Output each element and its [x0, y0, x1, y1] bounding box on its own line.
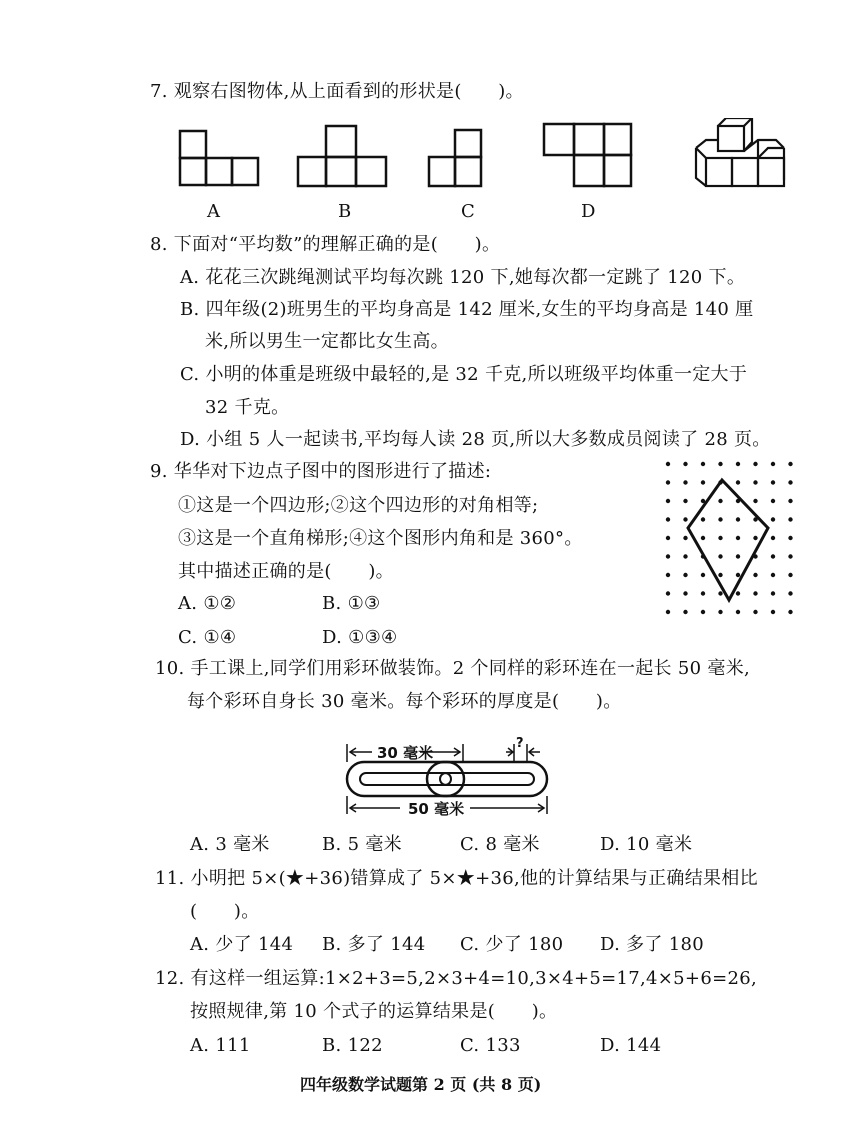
q8-stem: 8. 下面对“平均数”的理解正确的是( )。	[150, 234, 501, 255]
grid-dot	[736, 554, 740, 558]
q9-option-c: C. ①④	[178, 627, 237, 648]
q7-option-a-figure	[180, 131, 258, 185]
q8-option-d: D. 小组 5 人一起读书,平均每人读 28 页,所以大多数成员阅读了 28 页。	[180, 429, 771, 450]
q11-option-d: D. 多了 180	[600, 934, 705, 955]
q10-option-b: B. 5 毫米	[322, 834, 402, 855]
q7-label-d: D	[581, 201, 596, 222]
grid-dot	[683, 499, 687, 503]
grid-dot	[788, 536, 792, 540]
grid-dot	[753, 573, 757, 577]
q7-figures	[170, 118, 790, 198]
grid-dot	[771, 536, 775, 540]
q10-ring-figure	[330, 722, 580, 832]
grid-dot	[736, 573, 740, 577]
grid-dot	[736, 610, 740, 614]
q10-option-a: A. 3 毫米	[190, 834, 270, 855]
grid-dot	[666, 554, 670, 558]
grid-dot	[666, 517, 670, 521]
page-footer: 四年级数学试题第 2 页 (共 8 页)	[300, 1075, 542, 1094]
grid-dot	[666, 462, 670, 466]
grid-dot	[771, 591, 775, 595]
q12-option-d: D. 144	[600, 1035, 662, 1056]
grid-dot	[666, 499, 670, 503]
q8-option-a: A. 花花三次跳绳测试平均每次跳 120 下,她每次都一定跳了 120 下。	[180, 267, 746, 288]
q11-option-a: A. 少了 144	[190, 934, 294, 955]
grid-dot	[771, 610, 775, 614]
grid-dot	[788, 554, 792, 558]
grid-dot	[771, 517, 775, 521]
q9-line4: 其中描述正确的是( )。	[178, 561, 394, 582]
q7-label-b: B	[338, 201, 352, 222]
grid-dot	[771, 499, 775, 503]
q10-label-30mm: 30 毫米	[377, 744, 434, 762]
grid-dot	[753, 480, 757, 484]
q8-option-b-line1: B. 四年级(2)班男生的平均身高是 142 厘米,女生的平均身高是 140 厘	[180, 299, 754, 320]
q7-option-d-figure	[544, 124, 631, 186]
grid-dot	[701, 591, 705, 595]
grid-dot	[753, 536, 757, 540]
q8-option-b-line2: 米,所以男生一定都比女生高。	[205, 331, 449, 352]
grid-dot	[701, 462, 705, 466]
grid-dot	[788, 573, 792, 577]
q9-option-a: A. ①②	[178, 593, 237, 614]
q9-line2: ①这是一个四边形;②这个四边形的对角相等;	[178, 495, 539, 516]
grid-dot	[736, 517, 740, 521]
q7-option-c-figure	[429, 130, 481, 186]
grid-dot	[753, 610, 757, 614]
q10-label-50mm: 50 毫米	[408, 800, 465, 818]
q9-dot-grid-figure	[660, 458, 800, 628]
q7-label-a: A	[207, 201, 221, 222]
q9-option-d: D. ①③④	[322, 627, 398, 648]
q8-option-c-line1: C. 小明的体重是班级中最轻的,是 32 千克,所以班级平均体重一定大于	[180, 364, 748, 385]
grid-dot	[718, 536, 722, 540]
q7-option-b-figure	[298, 126, 386, 186]
q10-option-d: D. 10 毫米	[600, 834, 693, 855]
grid-dot	[683, 536, 687, 540]
grid-dot	[701, 480, 705, 484]
q12-stem-line2: 按照规律,第 10 个式子的运算结果是( )。	[190, 1001, 558, 1022]
grid-dot	[753, 462, 757, 466]
q7-object-figure	[696, 118, 784, 186]
q11-option-b: B. 多了 144	[322, 934, 426, 955]
q7-stem: 7. 观察右图物体,从上面看到的形状是( )。	[150, 81, 524, 102]
grid-dot	[683, 480, 687, 484]
grid-dot	[718, 610, 722, 614]
grid-dot	[701, 573, 705, 577]
grid-dot	[788, 499, 792, 503]
q12-stem-line1: 12. 有这样一组运算:1×2+3=5,2×3+4=10,3×4+5=17,4×5+6=26,	[155, 968, 757, 989]
q9-line3: ③这是一个直角梯形;④这个图形内角和是 360°。	[178, 528, 583, 549]
q10-label-question: ?	[516, 736, 524, 751]
q8-option-c-line2: 32 千克。	[205, 397, 290, 418]
grid-dot	[683, 462, 687, 466]
q11-stem-line1: 11. 小明把 5×(★+36)错算成了 5×★+36,他的计算结果与正确结果相比	[155, 868, 758, 889]
grid-dot	[736, 480, 740, 484]
q12-option-b: B. 122	[322, 1035, 383, 1056]
q11-option-c: C. 少了 180	[460, 934, 564, 955]
q9-stem: 9. 华华对下边点子图中的图形进行了描述:	[150, 461, 492, 482]
q10-option-c: C. 8 毫米	[460, 834, 540, 855]
grid-dot	[666, 610, 670, 614]
grid-dot	[736, 462, 740, 466]
grid-dot	[736, 536, 740, 540]
grid-dot	[666, 573, 670, 577]
grid-dot	[771, 573, 775, 577]
grid-dot	[718, 573, 722, 577]
q7-label-c: C	[461, 201, 476, 222]
q11-stem-line2: ( )。	[190, 901, 260, 922]
grid-dot	[701, 517, 705, 521]
grid-dot	[666, 536, 670, 540]
q12-option-a: A. 111	[190, 1035, 251, 1056]
grid-dot	[788, 462, 792, 466]
grid-dot	[718, 554, 722, 558]
grid-dot	[753, 499, 757, 503]
grid-dot	[718, 462, 722, 466]
grid-dot	[771, 554, 775, 558]
q9-option-b: B. ①③	[322, 593, 381, 614]
grid-dot	[736, 591, 740, 595]
q10-stem-line2: 每个彩环自身长 30 毫米。每个彩环的厚度是( )。	[187, 691, 622, 712]
grid-dot	[666, 591, 670, 595]
q10-stem-line1: 10. 手工课上,同学们用彩环做装饰。2 个同样的彩环连在一起长 50 毫米,	[155, 658, 751, 679]
grid-dot	[718, 517, 722, 521]
grid-dot	[788, 517, 792, 521]
grid-dot	[701, 536, 705, 540]
grid-dot	[771, 480, 775, 484]
grid-dot	[718, 591, 722, 595]
grid-dot	[683, 554, 687, 558]
grid-dot	[683, 517, 687, 521]
grid-dot	[701, 610, 705, 614]
grid-dot	[788, 591, 792, 595]
grid-dot	[683, 573, 687, 577]
grid-dot	[666, 480, 670, 484]
grid-dot	[771, 462, 775, 466]
q12-option-c: C. 133	[460, 1035, 521, 1056]
grid-dot	[753, 591, 757, 595]
grid-dot	[788, 480, 792, 484]
grid-dot	[718, 499, 722, 503]
grid-dot	[683, 610, 687, 614]
grid-dot	[788, 610, 792, 614]
grid-dot	[683, 591, 687, 595]
